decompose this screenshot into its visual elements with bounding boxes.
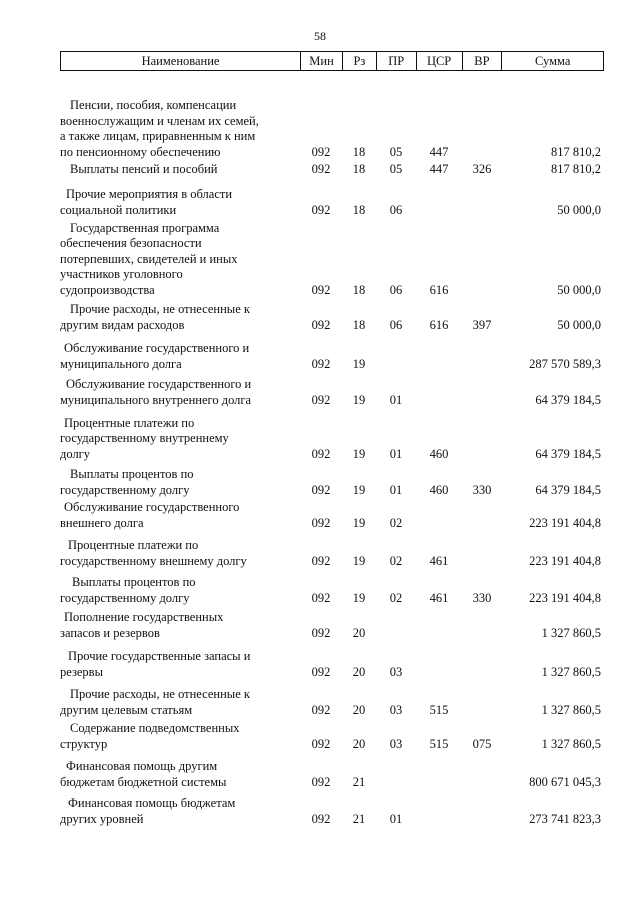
table-row: [0, 416, 640, 463]
table-row: [0, 649, 640, 680]
row-pr: 03: [389, 702, 403, 717]
row-rz: 19: [352, 356, 366, 371]
row-rz: 18: [352, 202, 366, 217]
table-row: [0, 341, 640, 372]
row-name-line: муниципального внутреннего долга: [60, 392, 252, 407]
row-sum: 50 000,0: [557, 317, 601, 332]
page-number: 58: [314, 29, 326, 43]
row-csr: 616: [429, 282, 449, 297]
row-rz: 21: [352, 774, 366, 789]
row-name-line: Обслуживание государственного и: [66, 377, 252, 391]
row-name-line: запасов и резервов: [60, 625, 160, 640]
row-csr: 515: [429, 702, 449, 717]
row-csr: 461: [429, 590, 449, 605]
row-pr: 01: [389, 811, 403, 826]
row-name-line: Обслуживание государственного и: [64, 341, 250, 355]
row-name: [60, 187, 300, 218]
row-name-line: Государственная программа: [70, 220, 220, 235]
row-name: [60, 467, 300, 498]
row-name-line: государственному долгу: [60, 482, 190, 497]
row-name-line: Пополнение государственных: [64, 610, 224, 624]
row-name-line: резервы: [60, 664, 103, 679]
row-min: 092: [311, 625, 331, 640]
row-name: [60, 575, 300, 606]
table-row: [0, 538, 640, 569]
row-pr: 02: [389, 590, 403, 605]
table-row: [0, 467, 640, 498]
row-min: 092: [311, 356, 331, 371]
row-name: [60, 500, 300, 531]
row-name-line: потерпевших, свидетелей и иных: [60, 251, 238, 266]
row-sum: 1 327 860,5: [541, 625, 601, 640]
row-name-line: Процентные платежи по: [64, 415, 195, 430]
row-rz: 18: [352, 282, 366, 297]
row-rz: 18: [352, 317, 366, 332]
row-rz: 20: [352, 736, 366, 751]
row-csr: 616: [429, 317, 449, 332]
row-name: [60, 98, 300, 160]
row-csr: 460: [429, 482, 449, 497]
row-sum: 817 810,2: [551, 144, 601, 159]
row-name: [60, 538, 300, 569]
row-name: [60, 687, 300, 718]
row-min: 092: [311, 392, 331, 407]
row-name-line: Процентные платежи по: [68, 538, 199, 552]
row-rz: 19: [352, 590, 366, 605]
row-min: 092: [311, 553, 331, 568]
row-vr: 075: [472, 736, 492, 751]
row-sum: 1 327 860,5: [541, 702, 601, 717]
row-pr: 05: [389, 161, 403, 176]
row-name-line: Содержание подведомственных: [70, 721, 240, 735]
row-min: 092: [311, 515, 331, 530]
row-vr: 326: [472, 161, 492, 176]
row-pr: 02: [389, 553, 403, 568]
row-name-line: социальной политики: [60, 202, 177, 217]
row-name-line: внешнего долга: [60, 515, 144, 530]
row-pr: 02: [389, 515, 403, 530]
row-sum: 817 810,2: [551, 161, 601, 176]
row-min: 092: [311, 446, 331, 461]
row-pr: 06: [389, 202, 403, 217]
table-row: [0, 162, 640, 178]
row-sum: 223 191 404,8: [529, 553, 601, 568]
row-name-line: муниципального долга: [60, 356, 182, 371]
header-csr: ЦСР: [416, 52, 462, 70]
row-min: 092: [311, 482, 331, 497]
table-row: [0, 759, 640, 790]
row-name-line: судопроизводства: [60, 282, 155, 297]
row-name: [60, 302, 300, 333]
row-rz: 21: [352, 811, 366, 826]
row-name: [60, 759, 300, 790]
table-row: [0, 721, 640, 752]
row-pr: 06: [389, 282, 403, 297]
row-name-line: Прочие государственные запасы и: [68, 649, 251, 663]
row-sum: 64 379 184,5: [535, 482, 601, 497]
row-name: [60, 416, 300, 463]
row-sum: 1 327 860,5: [541, 736, 601, 751]
row-name-line: других уровней: [60, 811, 144, 826]
row-name-line: Прочие расходы, не отнесенные к: [70, 687, 250, 701]
row-sum: 1 327 860,5: [541, 664, 601, 679]
row-min: 092: [311, 590, 331, 605]
table-row: [0, 575, 640, 606]
row-sum: 223 191 404,8: [529, 590, 601, 605]
row-name-line: Выплаты процентов по: [70, 467, 194, 481]
row-name-line: Финансовая помощь бюджетам: [68, 796, 236, 810]
row-name-line: Выплаты пенсий и пособий: [70, 161, 218, 176]
row-name: [60, 221, 300, 299]
row-name-line: Обслуживание государственного: [64, 500, 240, 514]
row-sum: 50 000,0: [557, 282, 601, 297]
row-csr: 460: [429, 446, 449, 461]
row-sum: 223 191 404,8: [529, 515, 601, 530]
row-rz: 18: [352, 144, 366, 159]
row-min: 092: [311, 774, 331, 789]
row-name-line: обеспечения безопасности: [60, 236, 202, 250]
row-name-line: участников уголовного: [60, 267, 183, 281]
row-name-line: Прочие расходы, не отнесенные к: [70, 302, 250, 316]
row-min: 092: [311, 811, 331, 826]
row-rz: 19: [352, 515, 366, 530]
row-csr: 447: [429, 161, 449, 176]
table-row: [0, 500, 640, 531]
row-name-line: государственному внутреннему: [60, 431, 229, 445]
row-name-line: а также лицам, приравненным к ним: [60, 129, 256, 143]
row-name: [60, 610, 300, 641]
row-rz: 18: [352, 161, 366, 176]
row-name-line: другим видам расходов: [60, 317, 185, 332]
row-sum: 273 741 823,3: [529, 811, 601, 826]
row-name: [60, 796, 300, 827]
row-name: [60, 341, 300, 372]
row-min: 092: [311, 161, 331, 176]
row-min: 092: [311, 664, 331, 679]
row-csr: 515: [429, 736, 449, 751]
row-vr: 330: [472, 482, 492, 497]
table-row: [0, 610, 640, 641]
row-name-line: долгу: [60, 446, 91, 461]
row-name-line: Прочие мероприятия в области: [66, 187, 233, 201]
row-vr: 330: [472, 590, 492, 605]
row-pr: 01: [389, 392, 403, 407]
row-name-line: другим целевым статьям: [60, 702, 193, 717]
row-name-line: по пенсионному обеспечению: [60, 144, 221, 159]
row-sum: 64 379 184,5: [535, 446, 601, 461]
header-name: Наименование: [141, 54, 220, 68]
row-sum: 64 379 184,5: [535, 392, 601, 407]
row-name-line: Финансовая помощь другим: [66, 759, 218, 773]
row-rz: 20: [352, 625, 366, 640]
row-name-line: структур: [60, 736, 108, 751]
row-vr: 397: [472, 317, 492, 332]
row-min: 092: [311, 144, 331, 159]
header-sum: Сумма: [501, 52, 603, 70]
header-pr: ПР: [376, 52, 416, 70]
table-row: [0, 796, 640, 827]
row-pr: 03: [389, 664, 403, 679]
row-name-line: государственному внешнему долгу: [60, 553, 247, 568]
row-rz: 19: [352, 553, 366, 568]
row-rz: 19: [352, 392, 366, 407]
row-rz: 19: [352, 482, 366, 497]
row-sum: 50 000,0: [557, 202, 601, 217]
row-pr: 03: [389, 736, 403, 751]
row-name: [60, 721, 300, 752]
row-name-line: Выплаты процентов по: [72, 575, 196, 589]
table-row: [0, 187, 640, 218]
table-row: [0, 377, 640, 408]
row-pr: 01: [389, 482, 403, 497]
row-name-line: государственному долгу: [60, 590, 190, 605]
row-min: 092: [311, 736, 331, 751]
table-row: [0, 221, 640, 299]
row-name-line: Пенсии, пособия, компенсации: [70, 98, 237, 112]
row-min: 092: [311, 282, 331, 297]
table-row: [0, 98, 640, 160]
row-pr: 01: [389, 446, 403, 461]
row-sum: 287 570 589,3: [529, 356, 601, 371]
row-name: [60, 162, 300, 178]
table-row: [0, 687, 640, 718]
table-header: [60, 51, 604, 71]
row-name-line: бюджетам бюджетной системы: [60, 774, 227, 789]
header-min: Мин: [300, 52, 342, 70]
row-pr: 05: [389, 144, 403, 159]
row-name: [60, 377, 300, 408]
row-pr: 06: [389, 317, 403, 332]
row-rz: 19: [352, 446, 366, 461]
row-min: 092: [311, 317, 331, 332]
header-rz: Рз: [342, 52, 376, 70]
table-row: [0, 302, 640, 333]
row-csr: 447: [429, 144, 449, 159]
header-vr: ВР: [462, 52, 502, 70]
row-name-line: военнослужащим и членам их семей,: [60, 113, 259, 128]
row-name: [60, 649, 300, 680]
row-rz: 20: [352, 664, 366, 679]
row-rz: 20: [352, 702, 366, 717]
row-sum: 800 671 045,3: [529, 774, 601, 789]
row-csr: 461: [429, 553, 449, 568]
row-min: 092: [311, 202, 331, 217]
row-min: 092: [311, 702, 331, 717]
